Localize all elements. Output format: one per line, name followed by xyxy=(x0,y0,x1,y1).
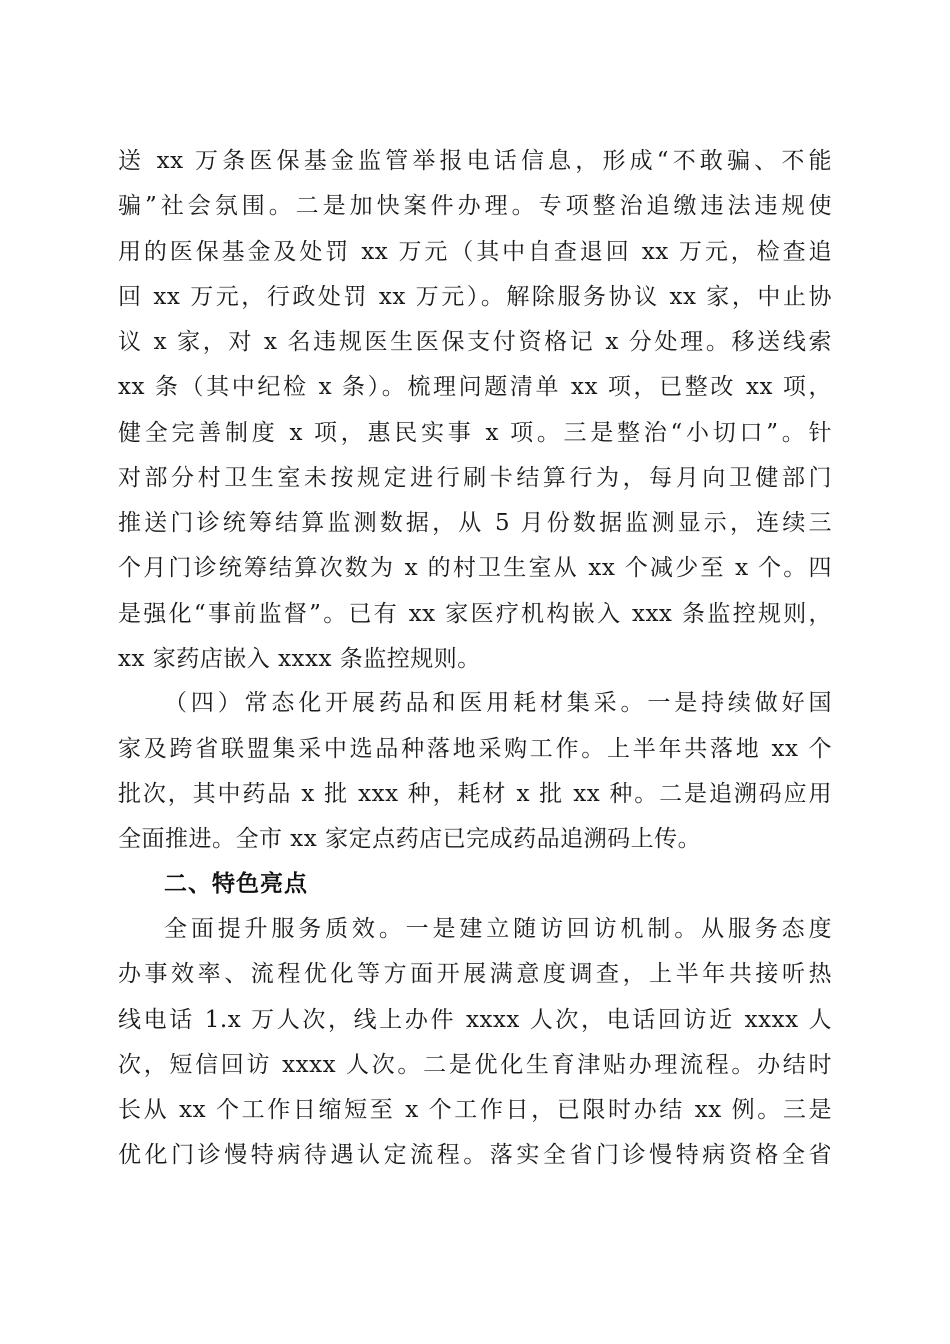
text-line: 是强化“事前监督”。已有 xx 家医疗机构嵌入 xxx 条监控规则， xyxy=(118,601,832,627)
text-line: 全面提升服务质效。一是建立随访回访机制。从服务态度 xyxy=(164,916,832,942)
text-line: 议 x 家，对 x 名违规医生医保支付资格记 x 分处理。移送线索 xyxy=(118,329,832,355)
text-line: 批次，其中药品 x 批 xxx 种，耗材 x 批 xx 种。二是追溯码应用 xyxy=(118,781,832,807)
text-line: 线电话 1.x 万人次，线上办件 xxxx 人次，电话回访近 xxxx 人 xyxy=(118,1007,832,1033)
text-line: 次，短信回访 xxxx 人次。二是优化生育津贴办理流程。办结时 xyxy=(118,1052,832,1078)
text-line: 回 xx 万元，行政处罚 xx 万元）。解除服务协议 xx 家，中止协 xyxy=(118,284,832,310)
text-line: 长从 xx 个工作日缩短至 x 个工作日，已限时办结 xx 例。三是 xyxy=(118,1097,832,1123)
section-heading-4: （四）常态化开展药品和医用耗材集采。一是持续做好国 xyxy=(164,690,832,716)
text-line: 家及跨省联盟集采中选品种落地采购工作。上半年共落地 xx 个 xyxy=(118,736,832,762)
text-line: xx 家药店嵌入 xxxx 条监控规则。 xyxy=(118,646,481,672)
text-line: 优化门诊慢特病待遇认定流程。落实全省门诊慢特病资格全省 xyxy=(118,1142,832,1168)
text-line: 全面推进。全市 xx 家定点药店已完成药品追溯码上传。 xyxy=(118,826,702,852)
text-line: 健全完善制度 x 项，惠民实事 x 项。三是整治“小切口”。针 xyxy=(118,420,832,446)
section-heading-2: 二、特色亮点 xyxy=(164,871,308,897)
text-line: 用的医保基金及处罚 xx 万元（其中自查退回 xx 万元，检查追 xyxy=(118,239,832,265)
text-line: 推送门诊统筹结算监测数据，从 5 月份数据监测显示，连续三 xyxy=(118,510,832,536)
text-line: 对部分村卫生室未按规定进行刷卡结算行为，每月向卫健部门 xyxy=(118,465,832,491)
text-line: 骗”社会氛围。二是加快案件办理。专项整治追缴违法违规使 xyxy=(118,193,832,219)
text-line: xx 条（其中纪检 x 条）。梳理问题清单 xx 项，已整改 xx 项， xyxy=(118,374,832,400)
text-line: 个月门诊统筹结算次数为 x 的村卫生室从 xx 个减少至 x 个。四 xyxy=(118,555,832,581)
text-line: 办事效率、流程优化等方面开展满意度调查，上半年共接听热 xyxy=(118,961,832,987)
text-line: 送 xx 万条医保基金监管举报电话信息，形成“不敢骗、不能 xyxy=(118,148,832,174)
